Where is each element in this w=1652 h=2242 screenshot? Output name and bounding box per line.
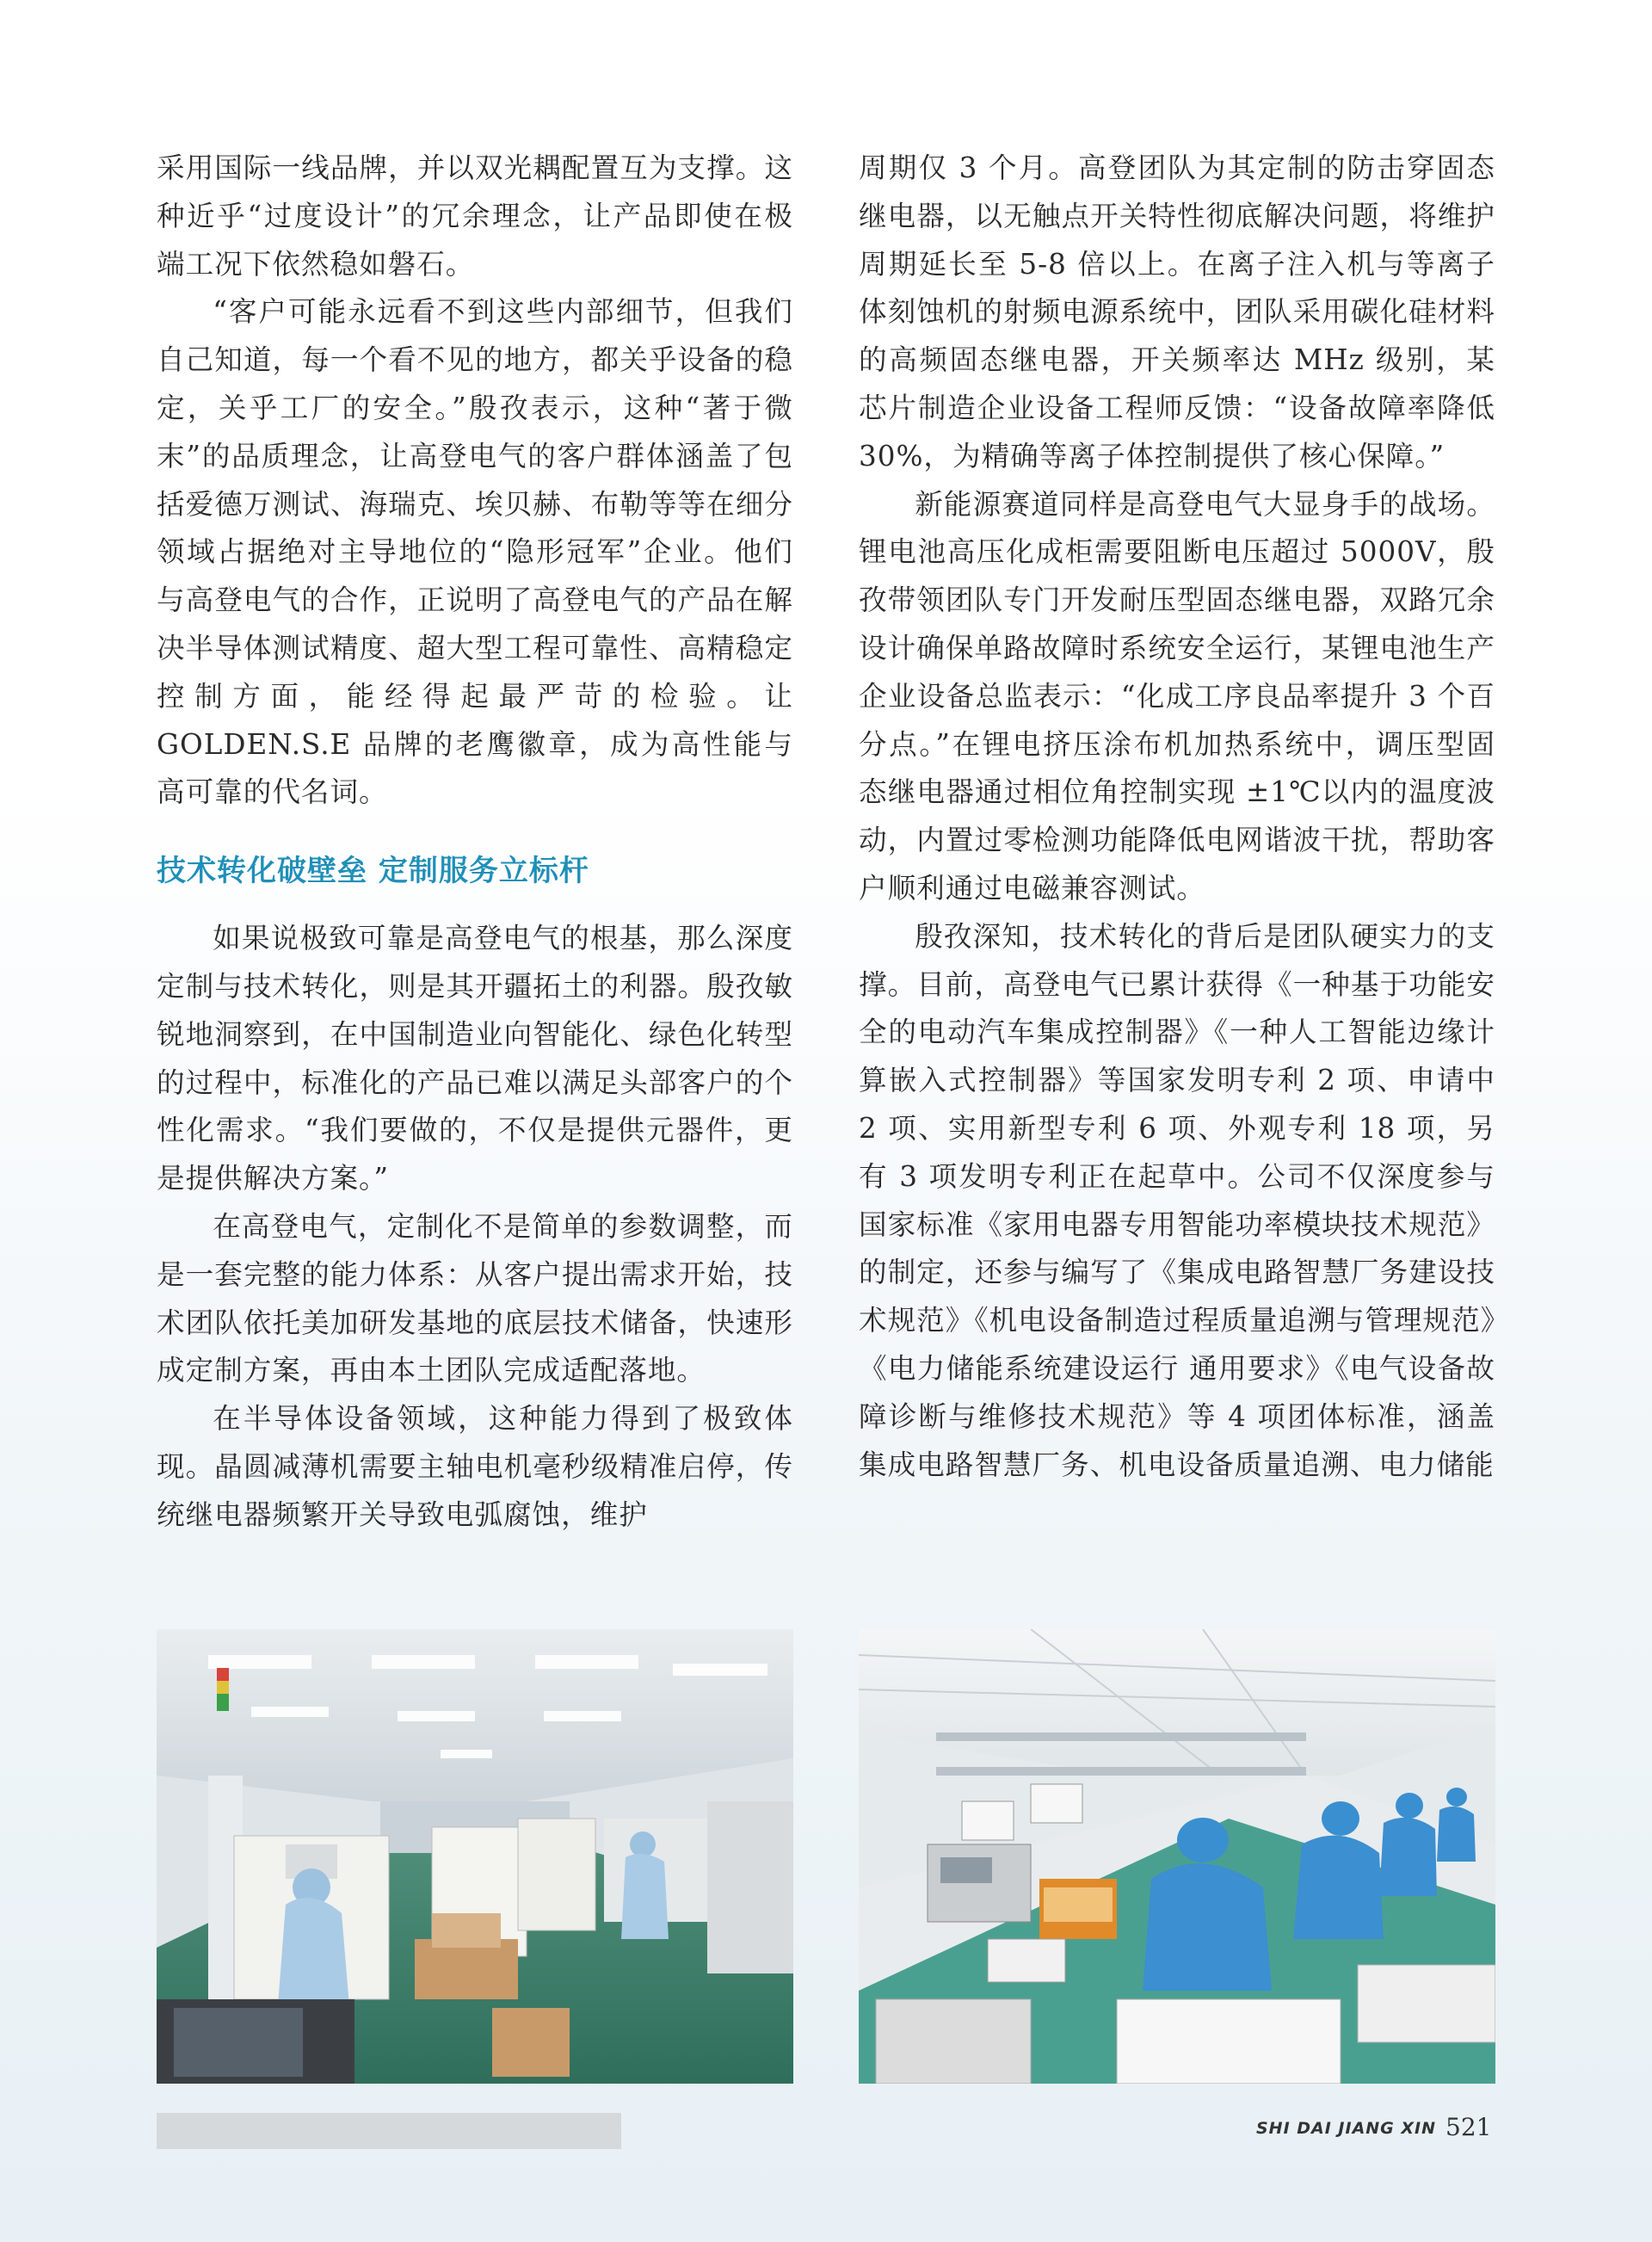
left-column bbox=[157, 145, 793, 1540]
paragraph: 殷孜深知，技术转化的背后是团队硬实力的支撑。目前，高登电气已累计获得《一种基于功能安全的电动汽车集成控制器》《一种人工智能边缘计算嵌入式控制器》等国家发明专利 2 项、申请中 2 项、实用新型专利 6 项、外观专利 18 项，另有 3 项发明专利正在起草中。公司不仅深度参与国家标准《家用电器专用智能功率模块技术规范》的制定，还参与编写了《集成电路智慧厂务建设技术规范》《机电设备制造过程质量追溯与管理规范》《电力储能系统建设运行 通用要求》《电气设备故障诊断与维修技术规范》等 4 项团体标准，涵盖集成电路智慧厂务、机电设备质量追溯、电力储能 bbox=[859, 919, 1495, 1481]
paragraph: 采用国际一线品牌，并以双光耦配置互为支撑。这种近乎“过度设计”的冗余理念，让产品即使在极端工况下依然稳如磐石。 bbox=[157, 151, 793, 281]
factory-floor-photo bbox=[157, 1629, 793, 2084]
paragraph: 新能源赛道同样是高登电气大显身手的战场。锂电池高压化成柜需要阻断电压超过 5000V，殷孜带领团队专门开发耐压型固态继电器，双路冗余设计确保单路故障时系统安全运行，某锂电池生产企业设备总监表示：“化成工序良品率提升 3 个百分点。”在锂电挤压涂布机加热系统中，调压型固态继电器通过相位角控制实现 ±1℃以内的温度波动，内置过零检测功能降低电网谐波干扰，帮助客户顺利通过电磁兼容测试。 bbox=[859, 487, 1495, 905]
magazine-name: SHI DAI JIANG XIN bbox=[1256, 2119, 1437, 2138]
paragraph: 周期仅 3 个月。高登团队为其定制的防击穿固态继电器，以无触点开关特性彻底解决问题，将维护周期延长至 5-8 倍以上。在离子注入机与等离子体刻蚀机的射频电源系统中，团队采用碳化硅材料的高频固态继电器，开关频率达 MHz 级别，某芯片制造企业设备工程师反馈：“设备故障率降低 30%，为精确等离子体控制提供了核心保障。” bbox=[859, 151, 1495, 472]
paragraph: 在半导体设备领域，这种能力得到了极致体现。晶圆减薄机需要主轴电机毫秒级精准启停，传统继电器频繁开关导致电弧腐蚀，维护 bbox=[157, 1402, 793, 1531]
footer-bar bbox=[157, 2113, 621, 2149]
assembly-line-photo bbox=[859, 1629, 1495, 2084]
paragraph: 如果说极致可靠是高登电气的根基，那么深度定制与技术转化，则是其开疆拓土的利器。殷孜敏锐地洞察到，在中国制造业向智能化、绿色化转型的过程中，标准化的产品已难以满足头部客户的个性化需求。“我们要做的，不仅是提供元器件，更是提供解决方案。” bbox=[157, 922, 793, 1195]
paragraph: 在高登电气，定制化不是简单的参数调整，而是一套完整的能力体系：从客户提出需求开始，技术团队依托美加研发基地的底层技术储备，快速形成定制方案，再由本土团队完成适配落地。 bbox=[157, 1209, 793, 1387]
paragraph: “客户可能永远看不到这些内部细节，但我们自己知道，每一个看不见的地方，都关乎设备的稳定，关乎工厂的安全。”殷孜表示，这种“著于微末”的品质理念，让高登电气的客户群体涵盖了包括爱德万测试、海瑞克、埃贝赫、布勒等等在细分领域占据绝对主导地位的“隐形冠军”企业。他们与高登电气的合作，正说明了高登电气的产品在解决半导体测试精度、超大型工程可靠性、高精稳定控制方面，能经得起最严苛的检验。让 GOLDEN.S.E 品牌的老鹰徽章，成为高性能与高可靠的代名词。 bbox=[157, 295, 793, 809]
section-heading: 技术转化破壁垒 定制服务立标杆 bbox=[157, 854, 589, 889]
right-column bbox=[859, 145, 1495, 1489]
page-number: 521 bbox=[1446, 2113, 1492, 2141]
